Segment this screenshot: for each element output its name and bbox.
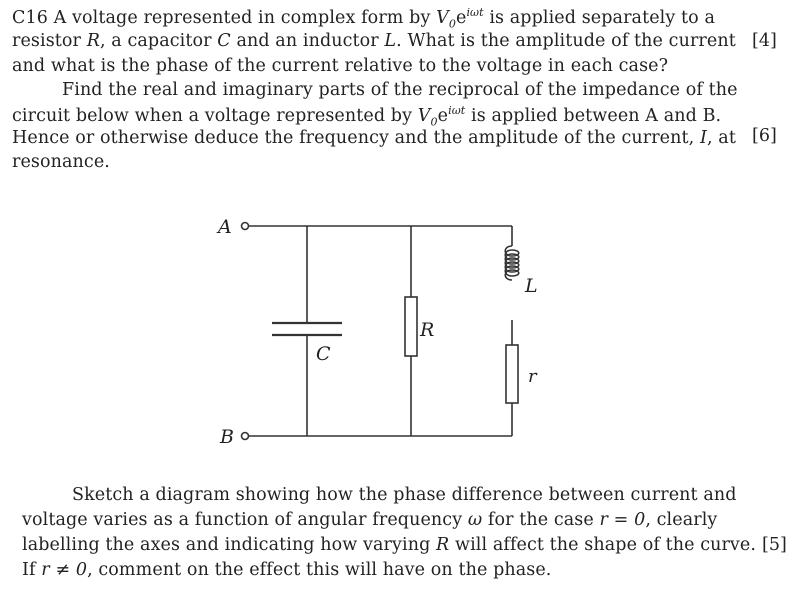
exponential-symbol: e: [455, 7, 467, 28]
question-line-5: circuit below when a voltage represented by $V_0e^{i\omega t}$ is applied between A and B.: [12, 104, 722, 129]
resistor-r: [405, 297, 417, 356]
terminal-b: [242, 433, 249, 440]
marks-6: [6]: [752, 126, 777, 146]
marks-5: [5]: [762, 535, 787, 555]
label-l: L: [525, 275, 538, 297]
question-line-7: resonance.: [12, 152, 110, 172]
question-text: A voltage represented in complex form by: [53, 7, 431, 28]
question-text: is applied separately to a: [489, 7, 715, 28]
label-small-r: r: [528, 366, 537, 387]
terminal-a: [242, 223, 249, 230]
label-b: B: [220, 426, 234, 448]
exponent: iωt: [466, 6, 484, 19]
question-line-10: labelling the axes and indicating how varying R will affect the shape of the curve.: [22, 535, 757, 555]
voltage-symbol: $V_0$: [436, 7, 456, 31]
voltage-symbol: $V_0$: [417, 105, 438, 129]
question-line-11: If r ≠ 0, comment on the effect this will have on the phase.: [22, 560, 552, 580]
question-number: C16: [12, 7, 48, 28]
marks-4: [4]: [752, 31, 777, 51]
label-r: R: [420, 319, 435, 341]
label-c: C: [316, 343, 331, 365]
inductor-coil: [505, 246, 519, 280]
question-line-2: resistor R, a capacitor C and an inductor L. What is the amplitude of the current: [12, 31, 736, 51]
question-line-9: voltage varies as a function of angular frequency ω for the case r = 0, clearly: [22, 510, 718, 530]
question-line-6: Hence or otherwise deduce the frequency and the amplitude of the current, I, at: [12, 128, 736, 148]
question-line-4: Find the real and imaginary parts of the reciprocal of the impedance of the: [62, 80, 738, 100]
question-line-8: Sketch a diagram showing how the phase difference between current and: [72, 485, 737, 505]
resistor-small-r: [506, 345, 518, 403]
question-line-3: and what is the phase of the current relative to the voltage in each case?: [12, 56, 669, 76]
label-a: A: [218, 216, 232, 238]
